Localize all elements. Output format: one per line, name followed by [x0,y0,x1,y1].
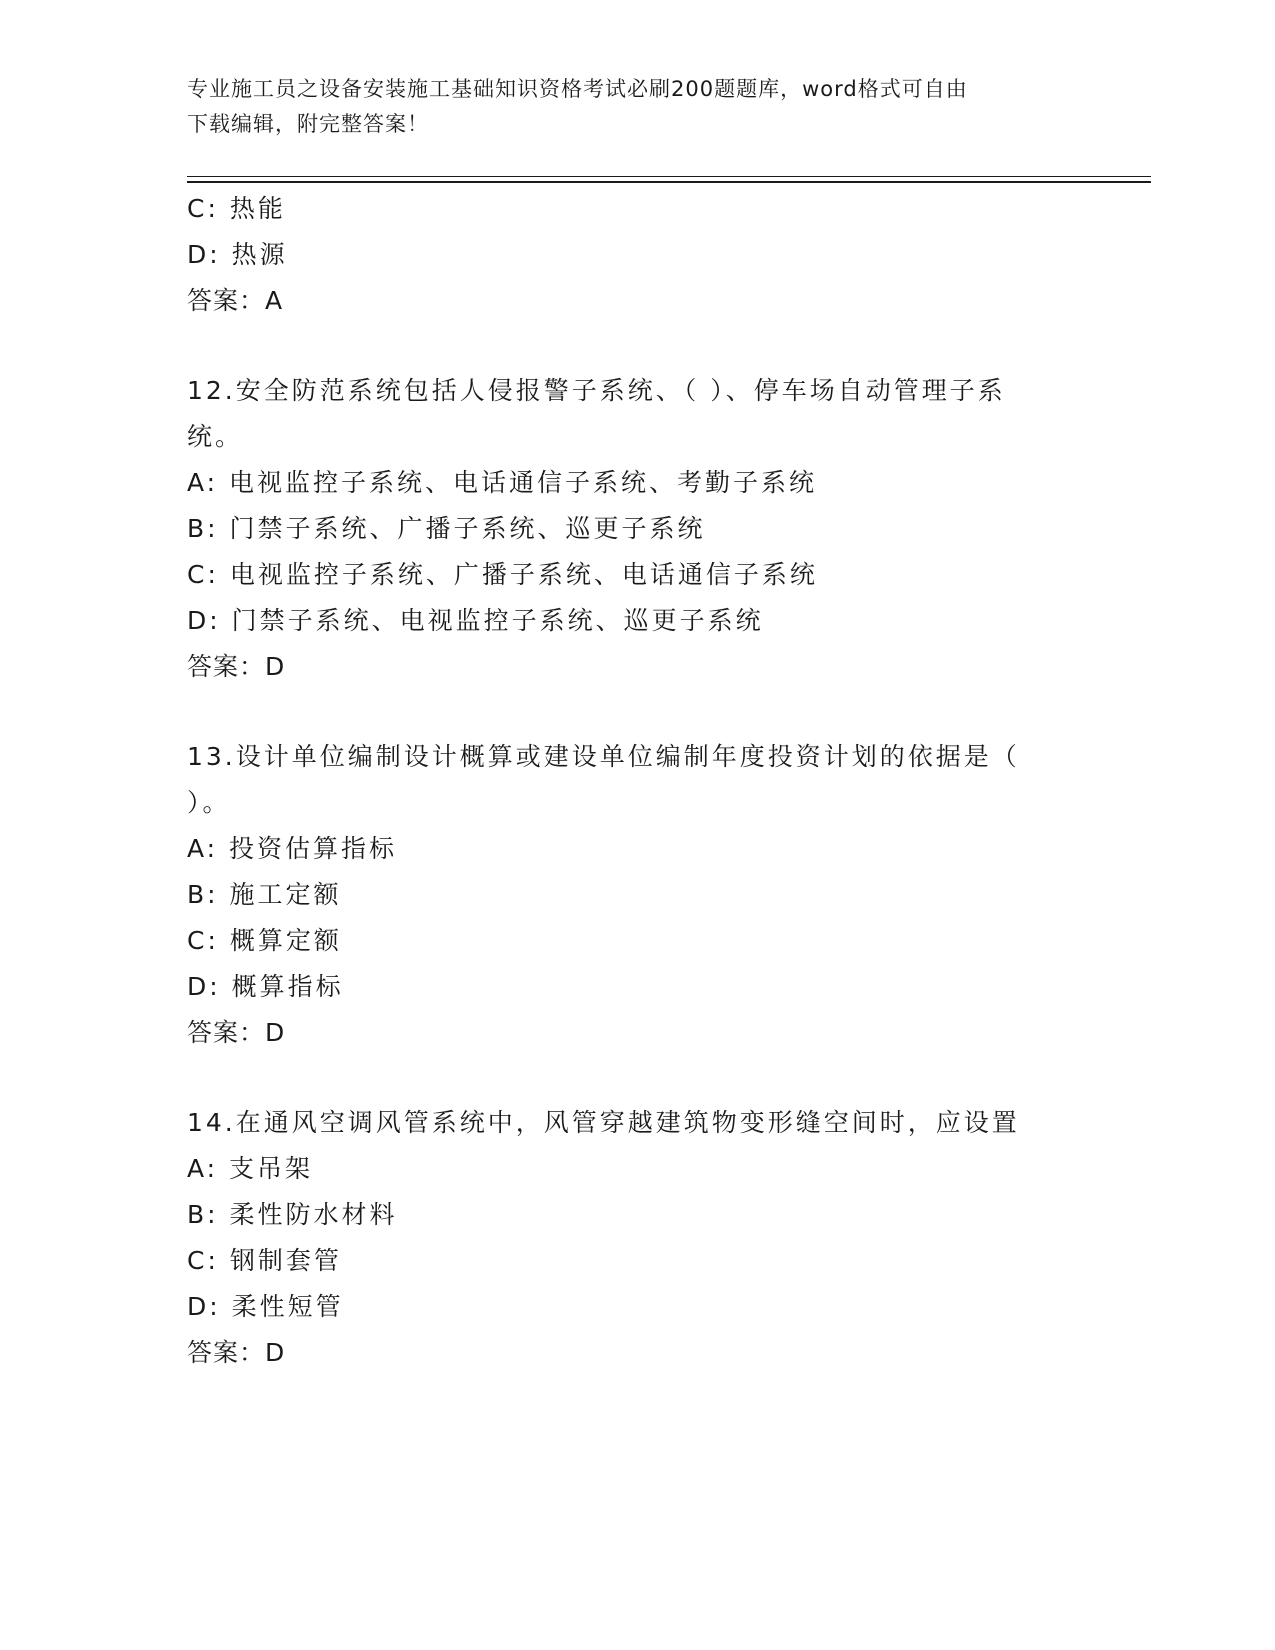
question-14 [187,1100,1087,1376]
option-d: D: 概算指标 [187,972,344,1001]
question-stem-continued: 统。 [187,422,244,451]
option-a: A: 投资估算指标 [187,834,398,863]
spacer [187,324,1087,368]
answer: 答案：D [187,652,286,681]
option-c: C: 热能 [187,194,286,223]
option-b: B: 门禁子系统、广播子系统、巡更子系统 [187,514,706,543]
question-stem: 13.设计单位编制设计概算或建设单位编制年度投资计划的依据是（ [187,742,1020,771]
header-divider-thin [187,176,1151,177]
question-stem: 14.在通风空调风管系统中，风管穿越建筑物变形缝空间时，应设置 [187,1108,1020,1137]
option-d: D: 热源 [187,240,288,269]
answer: 答案：A [187,286,284,315]
option-a: A: 电视监控子系统、电话通信子系统、考勤子系统 [187,468,818,497]
option-d: D: 门禁子系统、电视监控子系统、巡更子系统 [187,606,764,635]
answer: 答案：D [187,1338,286,1367]
question-stem: 12.安全防范系统包括人侵报警子系统、（ ）、停车场自动管理子系 [187,376,1006,405]
question-13 [187,734,1087,1056]
question-stem-continued: ）。 [187,788,231,817]
question-12 [187,368,1087,690]
option-a: A: 支吊架 [187,1154,314,1183]
document-body [187,186,1087,1376]
header-divider-thick [187,181,1151,183]
spacer [187,1056,1087,1100]
answer: 答案：D [187,1018,286,1047]
option-b: B: 施工定额 [187,880,342,909]
spacer [187,690,1087,734]
option-c: C: 概算定额 [187,926,342,955]
option-b: B: 柔性防水材料 [187,1200,398,1229]
option-c: C: 电视监控子系统、广播子系统、电话通信子系统 [187,560,818,589]
header-line-2: 下载编辑，附完整答案！ [187,112,429,136]
option-d: D: 柔性短管 [187,1292,344,1321]
header-line-1: 专业施工员之设备安装施工基础知识资格考试必刷200题题库，word格式可自由 [187,77,968,101]
question-11-tail [187,186,1087,324]
option-c: C: 钢制套管 [187,1246,342,1275]
document-header [187,72,1067,142]
